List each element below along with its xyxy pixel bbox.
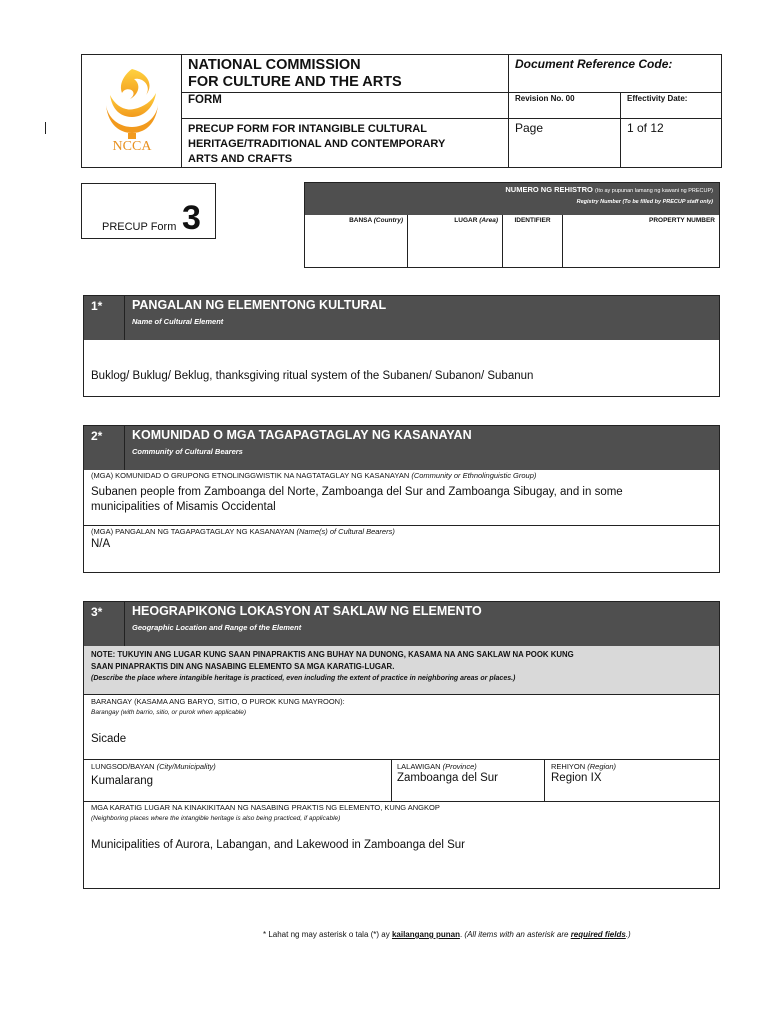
doc-ref-label: Document Reference Code: — [515, 57, 673, 71]
org-name-line2: FOR CULTURE AND THE ARTS — [188, 74, 402, 90]
community-group-value-line1: Subanen people from Zamboanga del Norte, Zamboanga del Sur and Zamboanga Sibugay, and in some — [91, 486, 623, 498]
identifier-label: IDENTIFIER — [514, 217, 551, 224]
registry-number-box — [304, 182, 720, 268]
section-1-subtitle: Name of Cultural Element — [132, 317, 224, 326]
note-line1: NOTE: TUKUYIN ANG LUGAR KUNG SAAN PINAPRAKTIS ANG BUHAY NA DUNONG, KASAMA NA ANG SAKLAW NA POOK KUNG — [91, 650, 574, 659]
region-label-text: REHIYON — [551, 762, 586, 771]
section-3-title: HEOGRAPIKONG LOKASYON AT SAKLAW NG ELEMENTO — [132, 604, 482, 618]
divider — [84, 694, 719, 695]
effectivity-cell — [621, 93, 721, 119]
bearers-label-text: (MGA) PANGALAN NG TAGAPAGTAGLAY NG KASANAYAN — [91, 527, 295, 536]
section-3-note — [84, 646, 719, 694]
country-label-en: (Country) — [373, 217, 403, 224]
section-3-subtitle: Geographic Location and Range of the Element — [132, 623, 302, 632]
divider — [391, 759, 392, 801]
community-group-label-text: (MGA) KOMUNIDAD O GRUPONG ETNOLINGGWISTIK NA NAGTATAGLAY NG KASANAYAN — [91, 471, 410, 480]
area-label-en: (Area) — [479, 217, 498, 224]
section-2-subtitle: Community of Cultural Bearers — [132, 447, 243, 456]
area-label: LUGAR — [454, 217, 478, 224]
section-1-header — [84, 296, 719, 340]
document-header-table — [81, 54, 722, 168]
footnote-required-english: required fields — [570, 930, 626, 939]
city-field[interactable]: Kumalarang — [91, 775, 154, 787]
barangay-label: BARANGAY (KASAMA ANG BARYO, SITIO, O PUROK KUNG MAYROON): — [91, 697, 345, 706]
registry-area-field[interactable] — [408, 215, 503, 267]
divider — [84, 801, 719, 802]
page-label: Page — [515, 121, 544, 135]
divider — [84, 525, 719, 526]
region-label — [551, 762, 616, 771]
footnote-part3: . — [459, 930, 465, 939]
province-label-en: (Province) — [442, 762, 477, 771]
city-label-text: LUNGSOD/BAYAN — [91, 762, 155, 771]
property-number-label: PROPERTY NUMBER — [649, 217, 715, 224]
logo-text: NCCA — [112, 139, 152, 154]
divider — [84, 759, 719, 760]
community-group-label — [91, 471, 536, 480]
doc-ref-cell — [509, 55, 721, 93]
form-title-line2: HERITAGE/TRADITIONAL AND CONTEMPORARY — [188, 138, 446, 150]
province-label-text: LALAWIGAN — [397, 762, 441, 771]
org-name-line1: NATIONAL COMMISSION — [188, 57, 361, 73]
section-1-title: PANGALAN NG ELEMENTONG KULTURAL — [132, 298, 387, 312]
registry-identifier-field[interactable] — [503, 215, 563, 267]
form-title-line1: PRECUP FORM FOR INTANGIBLE CULTURAL — [188, 123, 427, 135]
registry-property-field[interactable] — [563, 215, 719, 267]
section-2-community — [83, 425, 720, 573]
community-group-value-line2: municipalities of Misamis Occidental — [91, 501, 276, 513]
barangay-label-en: Barangay (with barrio, sitio, or purok when applicable) — [91, 709, 246, 716]
city-label — [91, 762, 216, 771]
cultural-element-name-field[interactable]: Buklog/ Buklug/ Beklug, thanksgiving ritual system of the Subanen/ Subanon/ Subanun — [91, 370, 534, 382]
required-fields-footnote — [263, 930, 631, 939]
section-2-number: 2* — [84, 426, 125, 470]
country-label: BANSA — [349, 217, 372, 224]
neighboring-places-label-en: (Neighboring places where the intangible heritage is also being practiced, if applicable) — [91, 815, 341, 822]
logo-cell — [82, 55, 182, 167]
text-cursor — [45, 122, 46, 134]
form-label: FORM — [188, 94, 222, 106]
barangay-field[interactable]: Sicade — [91, 733, 127, 745]
registry-title: NUMERO NG REHISTRO — [505, 185, 593, 194]
neighboring-places-label: MGA KARATIG LUGAR NA KINAKIKITAAN NG NASABING PRAKTIS NG ELEMENTO, KUNG ANGKOP — [91, 803, 440, 812]
registry-header — [305, 183, 719, 215]
note-line2: SAAN PINAPRAKTIS DIN ANG NASABING ELEMENTO SA MGA KARATIG-LUGAR. — [91, 662, 395, 671]
page-number-cell — [621, 119, 721, 167]
bearers-label-en: (Name(s) of Cultural Bearers) — [296, 527, 395, 536]
footnote-required-tagalog: kailangang punan — [391, 930, 460, 939]
section-2-header — [84, 426, 719, 470]
section-3-number: 3* — [84, 602, 125, 646]
revision-cell — [509, 93, 621, 119]
region-field[interactable]: Region IX — [551, 772, 602, 784]
neighboring-places-field[interactable]: Municipalities of Aurora, Labangan, and Lakewood in Zamboanga del Sur — [91, 839, 465, 851]
footnote-part6: .) — [625, 930, 631, 939]
page-number: 1 of 12 — [627, 121, 664, 135]
form-title-line3: ARTS AND CRAFTS — [188, 153, 293, 165]
community-group-field[interactable] — [91, 485, 623, 515]
community-group-label-en: (Community or Ethnolinguistic Group) — [411, 471, 537, 480]
city-label-en: (City/Municipality) — [156, 762, 216, 771]
registry-country-field[interactable] — [305, 215, 408, 267]
org-name-cell — [182, 55, 509, 93]
section-3-header — [84, 602, 719, 646]
effectivity-label: Effectivity Date: — [627, 94, 688, 103]
form-number-value: 3 — [182, 199, 201, 237]
region-label-en: (Region) — [587, 762, 617, 771]
section-2-title: KOMUNIDAD O MGA TAGAPAGTAGLAY NG KASANAYAN — [132, 428, 472, 442]
note-line3: (Describe the place where intangible heritage is practiced, even including the extent of practice in neighboring areas or places.) — [91, 675, 516, 682]
section-1-cultural-element — [83, 295, 720, 397]
form-title-cell — [182, 119, 509, 167]
form-number-box — [81, 183, 216, 239]
section-3-geographic-location — [83, 601, 720, 889]
registry-title-note: (Ito ay pupunan lamang ng kawani ng PRECUP) — [594, 188, 713, 194]
registry-subtitle: Registry Number (To be filled by PRECUP staff only) — [576, 199, 713, 205]
bearers-field[interactable]: N/A — [91, 538, 111, 550]
bearers-label — [91, 527, 395, 536]
page-label-cell — [509, 119, 621, 167]
footnote-part1: * Lahat ng may asterisk o tala (*) ay — [263, 930, 392, 939]
section-1-number: 1* — [84, 296, 125, 340]
form-label-cell — [182, 93, 509, 119]
form-number-label: PRECUP Form — [102, 221, 177, 233]
divider — [544, 759, 545, 801]
footnote-part4: (All items with an asterisk are — [464, 930, 571, 939]
province-field[interactable]: Zamboanga del Sur — [397, 772, 499, 784]
province-label — [397, 762, 477, 771]
revision-label: Revision No. 00 — [515, 94, 575, 103]
